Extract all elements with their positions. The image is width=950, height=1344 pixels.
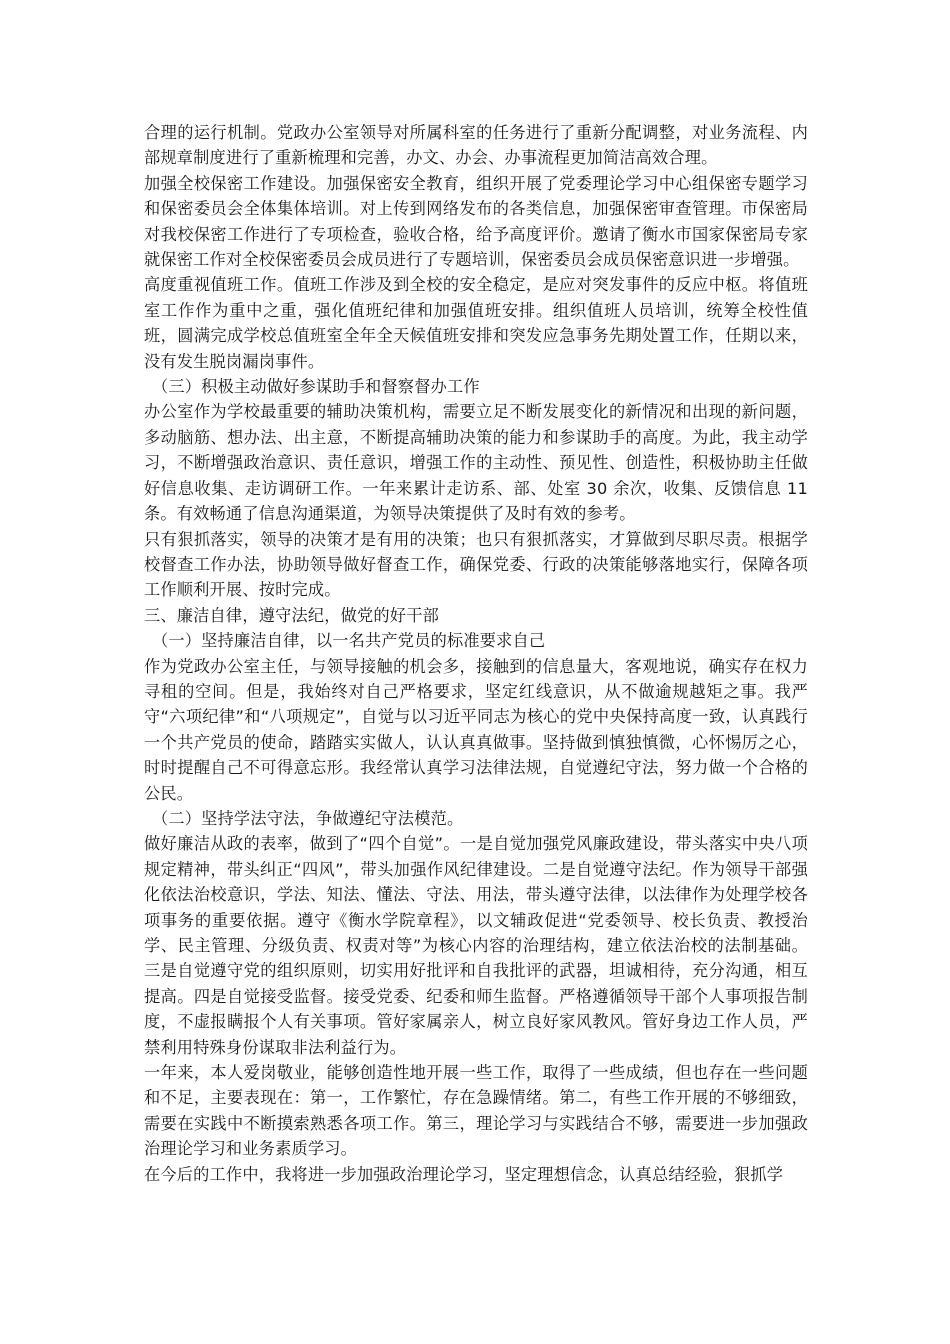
paragraph-shortcomings: 一年来，本人爱岗敬业，能够创造性地开展一些工作，取得了一些成绩，但也存在一些问题和不足，主要表现在：第一，工作繁忙，存在急躁情绪。第二，有些工作开展的不够细致，需要在实践中不断摸索熟悉各项工作。第三，理论学习与实践结合不够，需要进一步加强政治理论学习和业务素质学习。 (144, 1063, 808, 1159)
paragraph-future-work: 在今后的工作中，我将进一步加强政治理论学习，坚定理想信念，认真总结经验，狠抓学 (144, 1164, 784, 1184)
subheading-self-discipline: （一）坚持廉洁自律，以一名共产党员的标准要求自己 (152, 631, 546, 651)
paragraph-strict-requirements: 作为党政办公室主任，与领导接触的机会多，接触到的信息量大，客观地说，确实存在权力寻租的空间。但是，我始终对自己严格要求，坚定红线意识，从不做逾规越矩之事。我严守“六项纪律”和“八项规定”，自觉与以习近平同志为核心的党中央保持高度一致，认真践行一个共产党员的使命，踏踏实实做人，认认真真做事。坚持做到慎独慎微，心怀惕厉之心，时时提醒自己不可得意忘形。我经常认真学习法律法规，自觉遵纪守法，努力做一个合格的公民。 (144, 656, 808, 803)
paragraph-four-consciousness: 做好廉洁从政的表率，做到了“四个自觉”。一是自觉加强党风廉政建设，带头落实中央八项规定精神，带头纠正“四风”，带头加强作风纪律建设。二是自觉遵守法纪。作为领导干部强化依法治校意识，学法、知法、懂法、守法、用法，带头遵守法律，以法律作为处理学校各项事务的重要依据。遵守《衡水学院章程》，以文辅政促进“党委领导、校长负责、教授治学、民主管理、分级负责、权责对等”为核心内容的治理结构，建立依法治校的法制基础。三是自觉遵守党的组织原则，切实用好批评和自我批评的武器，坦诚相待，充分沟通，相互提高。四是自觉接受监督。接受党委、纪委和师生监督。严格遵循领导干部个人事项报告制度，不虚报瞒报个人有关事项。管好家属亲人，树立良好家风教风。管好身边工作人员，严禁利用特殊身份谋取非法利益行为。 (144, 834, 808, 1057)
paragraph-operating-mechanism: 合理的运行机制。党政办公室领导对所属科室的任务进行了重新分配调整，对业务流程、内部规章制度进行了重新梳理和完善，办文、办会、办事流程更加简洁高效合理。 (144, 123, 808, 168)
paragraph-decision-support: 办公室作为学校最重要的辅助决策机构，需要立足不断发展变化的新情况和出现的新问题，多动脑筋、想办法、出主意，不断提高辅助决策的能力和参谋助手的高度。为此，我主动学习，不断增强政治意识、责任意识，增强工作的主动性、预见性、创造性，积极协助主任做好信息收集、走访调研工作。一年来累计走访系、部、处室 30 余次，收集、反馈信息 11 条。有效畅通了信息沟通渠道，为领导决策提供了及时有效的参考。 (144, 402, 808, 524)
paragraph-implementation: 只有狠抓落实，领导的决策才是有用的决策；也只有狠抓落实，才算做到尽职尽责。根据学校督查工作办法，协助领导做好督查工作，确保党委、行政的决策能够落地实行，保障各项工作顺利开展、按时完成。 (144, 529, 808, 600)
subheading-law-abiding: （二）坚持学法守法，争做遵纪守法模范。 (152, 808, 464, 828)
paragraph-confidentiality: 加强全校保密工作建设。加强保密安全教育，组织开展了党委理论学习中心组保密专题学习和保密委员会全体集体培训。对上传到网络发布的各类信息，加强保密审查管理。市保密局对我校保密工作进行了专项检查，验收合格，给予高度评价。邀请了衡水市国家保密局专家就保密工作对全校保密委员会成员进行了专题培训，保密委员会成员保密意识进一步增强。 (144, 173, 808, 270)
paragraph-duty-work: 高度重视值班工作。值班工作涉及到全校的安全稳定，是应对突发事件的反应中枢。将值班室工作作为重中之重，强化值班纪律和加强值班安排。组织值班人员培训，统筹全校性值班，圆满完成学校总值班室全年全天候值班安排和突发应急事务先期处置工作，任期以来，没有发生脱岗漏岗事件。 (144, 275, 808, 371)
document-body (144, 120, 808, 1187)
section-heading-integrity: 三、廉洁自律，遵守法纪，做党的好干部 (144, 605, 439, 625)
subheading-advisory-work: （三）积极主动做好参谋助手和督察督办工作 (152, 377, 480, 397)
